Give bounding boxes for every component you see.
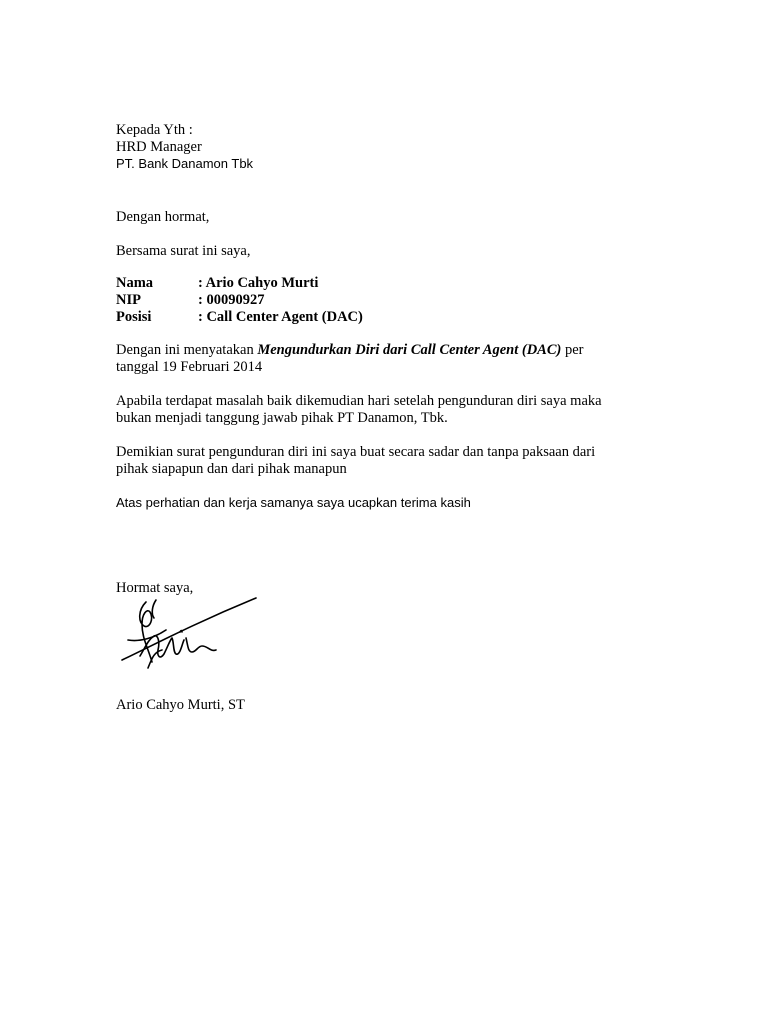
statement-emphasis: Mengundurkan Diri dari Call Center Agent (DAC) [257,342,562,358]
signatory-name: Ario Cahyo Murti, ST [116,697,245,713]
statement-suffix: per [561,342,584,358]
paragraph2-line-2: bukan menjadi tanggung jawab pihak PT Danamon, Tbk. [116,410,448,426]
signature-stroke [148,650,162,668]
statement-prefix: Dengan ini menyatakan [116,342,258,358]
identity-label: Nama [116,275,154,291]
signature-stroke [128,630,166,641]
paragraph2-line-1: Apabila terdapat masalah baik dikemudian hari setelah pengunduran diri saya maka [116,393,602,409]
identity-label: NIP [116,292,141,308]
identity-row-name [116,274,318,292]
recipient-line-3: PT. Bank Danamon Tbk [116,156,254,171]
handwritten-signature [118,596,263,674]
identity-row-position [116,308,363,326]
signature-stroke [186,638,216,652]
identity-value: : 00090927 [198,292,265,308]
recipient-line-1: Kepada Yth : [116,122,193,138]
identity-value: : Ario Cahyo Murti [198,275,319,291]
identity-row-nip [116,291,264,309]
recipient-line-2: HRD Manager [116,139,202,155]
intro-text: Bersama surat ini saya, [116,243,251,259]
paragraph3-line-1: Demikian surat pengunduran diri ini saya buat secara sadar dan tanpa paksaan dari [116,444,596,460]
identity-value: : Call Center Agent (DAC) [198,309,363,325]
signature-stroke [152,600,156,618]
closing-text: Hormat saya, [116,580,194,596]
statement-line-1 [116,341,584,359]
identity-label: Posisi [116,309,152,325]
greeting: Dengan hormat, [116,209,210,225]
signature-stroke [180,631,182,633]
paragraph3-line-2: pihak siapapun dan dari pihak manapun [116,461,347,477]
thanks-line: Atas perhatian dan kerja samanya saya ucapkan terima kasih [116,495,471,510]
statement-line-2: tanggal 19 Februari 2014 [116,359,263,375]
